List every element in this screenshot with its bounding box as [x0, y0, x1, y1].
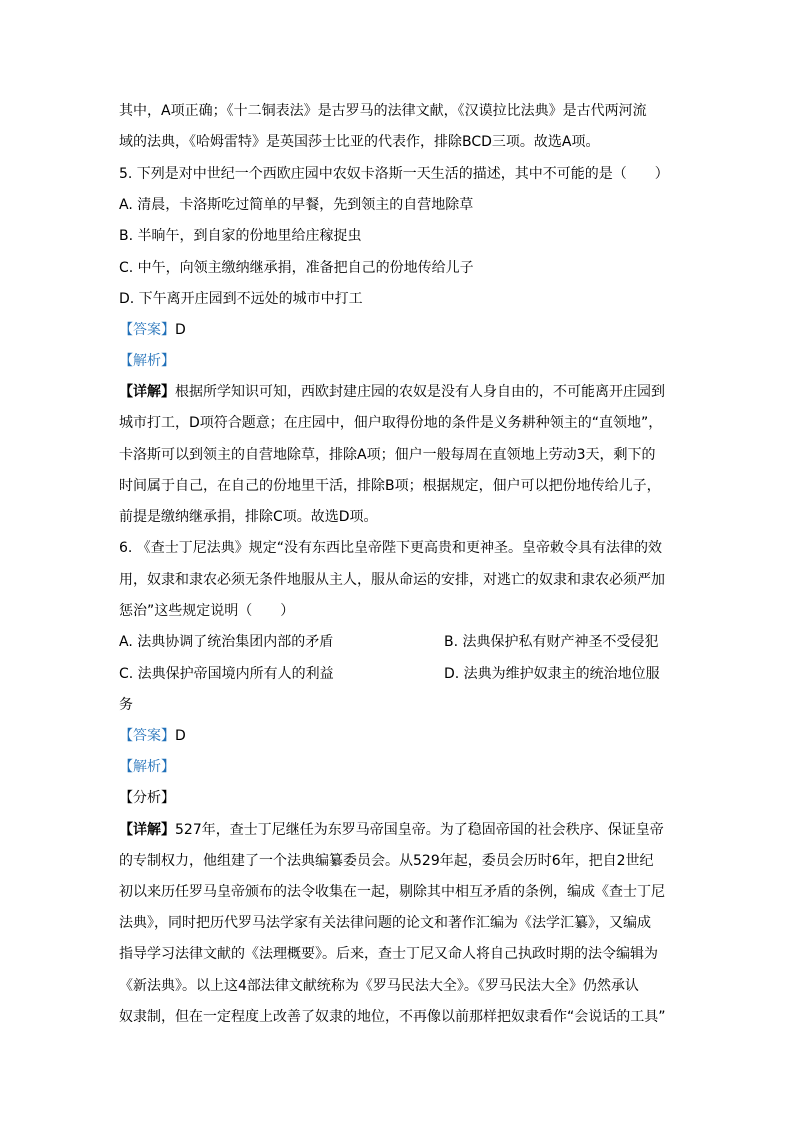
q6-detail-line: 法典》，同时把历代罗马法学家有关法律问题的论文和著作汇编为《法学汇纂》，又编成	[119, 915, 651, 931]
q6-detail-line: 奴隶制，但在一定程度上改善了奴隶的地位，不再像以前那样把奴隶看作“会说话的工具”	[119, 1009, 666, 1025]
q6-fenxi-label: 【分析】	[119, 790, 175, 806]
answer-label: 【答案】	[119, 728, 175, 744]
q5-option-d: D. 下午离开庄园到不远处的城市中打工	[119, 291, 363, 307]
q6-option-a: A. 法典协调了统治集团内部的矛盾	[119, 634, 334, 650]
q5-detail-line	[119, 382, 665, 402]
prev-explanation-line: 域的法典，《哈姆雷特》是英国莎士比亚的代表作，排除BCD三项。故选A项。	[119, 134, 600, 150]
q6-option-c: C. 法典保护帝国境内所有人的利益	[119, 666, 334, 682]
detail-label: 【详解】	[119, 384, 175, 400]
detail-text: 根据所学知识可知，西欧封建庄园的农奴是没有人身自由的，不可能离开庄园到	[175, 384, 665, 400]
q6-detail-line: 的专制权力，他组建了一个法典编纂委员会。从529年起，委员会历时6年，把自2世纪	[119, 853, 654, 869]
detail-label: 【详解】	[119, 822, 175, 838]
q5-answer	[119, 320, 186, 340]
q6-detail-line: 初以来历任罗马皇帝颁布的法令收集在一起，剔除其中相互矛盾的条例，编成《查士丁尼	[119, 884, 665, 900]
q5-stem: 5. 下列是对中世纪一个西欧庄园中农奴卡洛斯一天生活的描述，其中不可能的是（ ）	[119, 166, 669, 182]
q6-detail-line: 《新法典》。以上这4部法律文献统称为《罗马民法大全》。《罗马民法大全》仍然承认	[119, 978, 639, 994]
q6-option-b: B. 法典保护私有财产神圣不受侵犯	[444, 634, 659, 650]
q5-detail-line: 卡洛斯可以到领主的自营地除草，排除A项；佃户一般每周在直领地上劳动3天，剩下的	[119, 447, 656, 463]
q5-detail-line: 前提是缴纳继承捐，排除C项。故选D项。	[119, 509, 378, 525]
q6-option-d: D. 法典为维护奴隶主的统治地位服	[444, 666, 660, 682]
q5-option-b: B. 半晌午，到自家的份地里给庄稼捉虫	[119, 228, 362, 244]
q6-stem-line: 用，奴隶和隶农必须无条件地服从主人，服从命运的安排，对逃亡的奴隶和隶农必须严加	[119, 572, 665, 588]
q5-option-a: A. 清晨，卡洛斯吃过简单的早餐，先到领主的自营地除草	[119, 197, 474, 213]
q6-detail-line: 指导学习法律文献的《法理概要》。后来，查士丁尼又命人将自己执政时期的法令编辑为	[119, 946, 658, 962]
q6-stem-line: 惩治”这些规定说明（ ）	[119, 603, 295, 619]
q5-detail-line: 时间属于自己，在自己的份地里干活，排除B项；根据规定，佃户可以把份地传给儿子，	[119, 478, 661, 494]
q6-option-d-wrap: 务	[119, 697, 133, 713]
q5-detail-line: 城市打工，D项符合题意；在庄园中，佃户取得份地的条件是义务耕种领主的“直领地”，	[119, 415, 663, 431]
q6-detail-line	[119, 820, 664, 840]
detail-text: 527年，查士丁尼继任为东罗马帝国皇帝。为了稳固帝国的社会秩序、保证皇帝	[175, 822, 664, 838]
q5-option-c: C. 中午，向领主缴纳继承捐，准备把自己的份地传给儿子	[119, 260, 474, 276]
q5-analysis-label: 【解析】	[119, 353, 175, 369]
prev-explanation-line: 其中，A项正确；《十二铜表法》是古罗马的法律文献，《汉谟拉比法典》是古代两河流	[119, 103, 647, 119]
q6-analysis-label: 【解析】	[119, 759, 175, 775]
answer-label: 【答案】	[119, 322, 175, 338]
q6-stem-line: 6. 《查士丁尼法典》规定“没有东西比皇帝陛下更高贵和更神圣。皇帝敕令具有法律的效	[119, 540, 663, 556]
answer-value: D	[175, 322, 186, 338]
q6-answer	[119, 726, 186, 746]
answer-value: D	[175, 728, 186, 744]
